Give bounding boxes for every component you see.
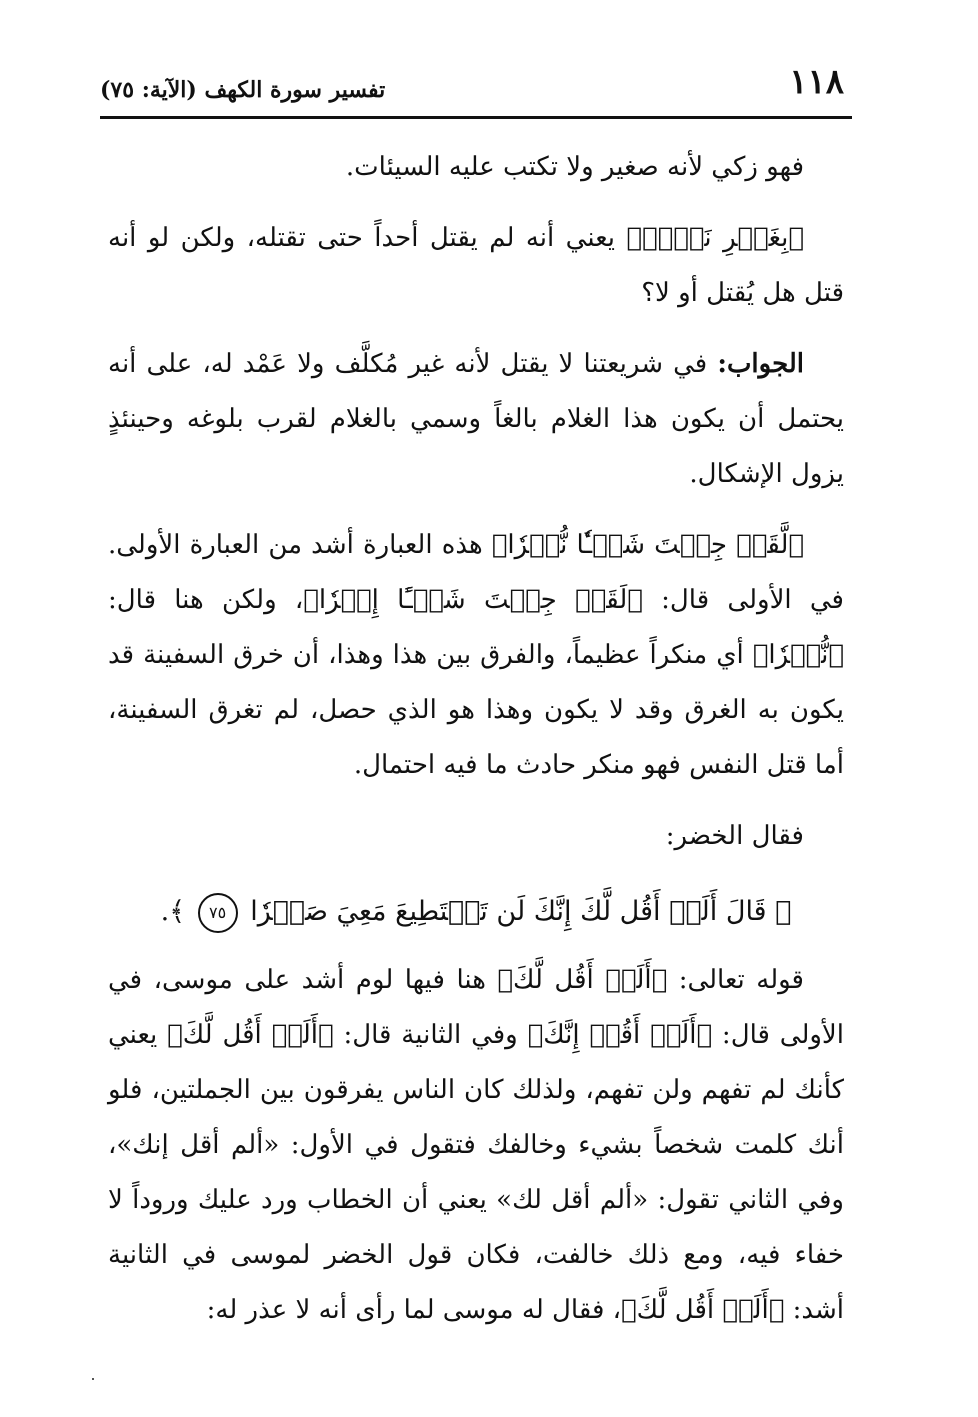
paragraph-5: فقال الخضر:: [665, 821, 804, 851]
quran-verse: [108, 884, 844, 939]
answer-text: في شريعتنا لا يقتل لأنه غير مُكلَّف ولا عَمْد له، على أنه يحتمل أن يكون هذا الغلام بالغاً وسمي بالغلام لقرب بلوغه وحينئذٍ يزول الإشكال.: [108, 349, 844, 489]
paragraph-3: [108, 337, 844, 502]
verse-close: ﴾.: [160, 896, 186, 927]
paragraph-4: ﴿لَّقَدۡ جِئۡتَ شَيۡـٔٗا نُّكۡرٗا﴾ هذه العبارة أشد من العبارة الأولى. في الأولى قال: ﴿لَقَدۡ جِئۡتَ شَيۡـًٔا إِمۡرٗا﴾، ولكن هنا قال: ﴿نُّكۡرٗا﴾ أي منكراً عظيماً، والفرق بين هذا وهذا، أن خرق السفينة قد يكون به الغرق وقد لا يكون وهذا هو الذي حصل، لم تغرق السفينة، أما قتل النفس فهو منكر حادث ما فيه احتمال.: [108, 530, 844, 780]
running-title: تفسير سورة الكهف (الآية: ٧٥): [100, 77, 386, 103]
header-divider: [100, 116, 852, 119]
paragraph-6: قوله تعالى: ﴿أَلَمۡ أَقُل لَّكَ﴾ هنا فيها لوم أشد على موسى، في الأولى قال: ﴿أَلَمۡ أَقُلۡ إِنَّكَ﴾ وفي الثانية قال: ﴿أَلَمۡ أَقُل لَّكَ﴾ يعني كأنك لم تفهم ولن تفهم، ولذلك كان الناس يفرقون بين الجملتين، فلو أنك كلمت شخصاً بشيء وخالفك فتقول في الأول: «ألم أقل إنك»، وفي الثاني تقول: «ألم أقل لك» يعني أن الخطاب ورد عليك وروداً لا خفاء فيه، ومع ذلك خالفت، فكان قول الخضر لموسى في الثانية أشد: ﴿أَلَمۡ أَقُل لَّكَ﴾، فقال له موسى لما رأى أنه لا عذر له:: [108, 965, 844, 1325]
page-number: ١١٨: [789, 62, 844, 102]
paragraph-1: فهو زكي لأنه صغير ولا تكتب عليه السيئات.: [345, 152, 804, 182]
page-body: [108, 140, 844, 1354]
verse-number-marker: ٧٥: [198, 893, 238, 933]
verse-text: ﴿ قَالَ أَلَمۡ أَقُل لَّكَ إِنَّكَ لَن تَسۡتَطِيعَ مَعِيَ صَبۡرٗا: [250, 896, 792, 927]
scan-speck: [92, 1378, 94, 1380]
page-header: [100, 62, 852, 112]
paragraph-2: ﴿بِغَيۡرِ نَفۡسٖ﴾ يعني أنه لم يقتل أحداً حتى تقتله، ولكن لو أنه قتل هل يُقتل أو لا؟: [108, 223, 844, 308]
answer-label: الجواب:: [717, 349, 805, 379]
